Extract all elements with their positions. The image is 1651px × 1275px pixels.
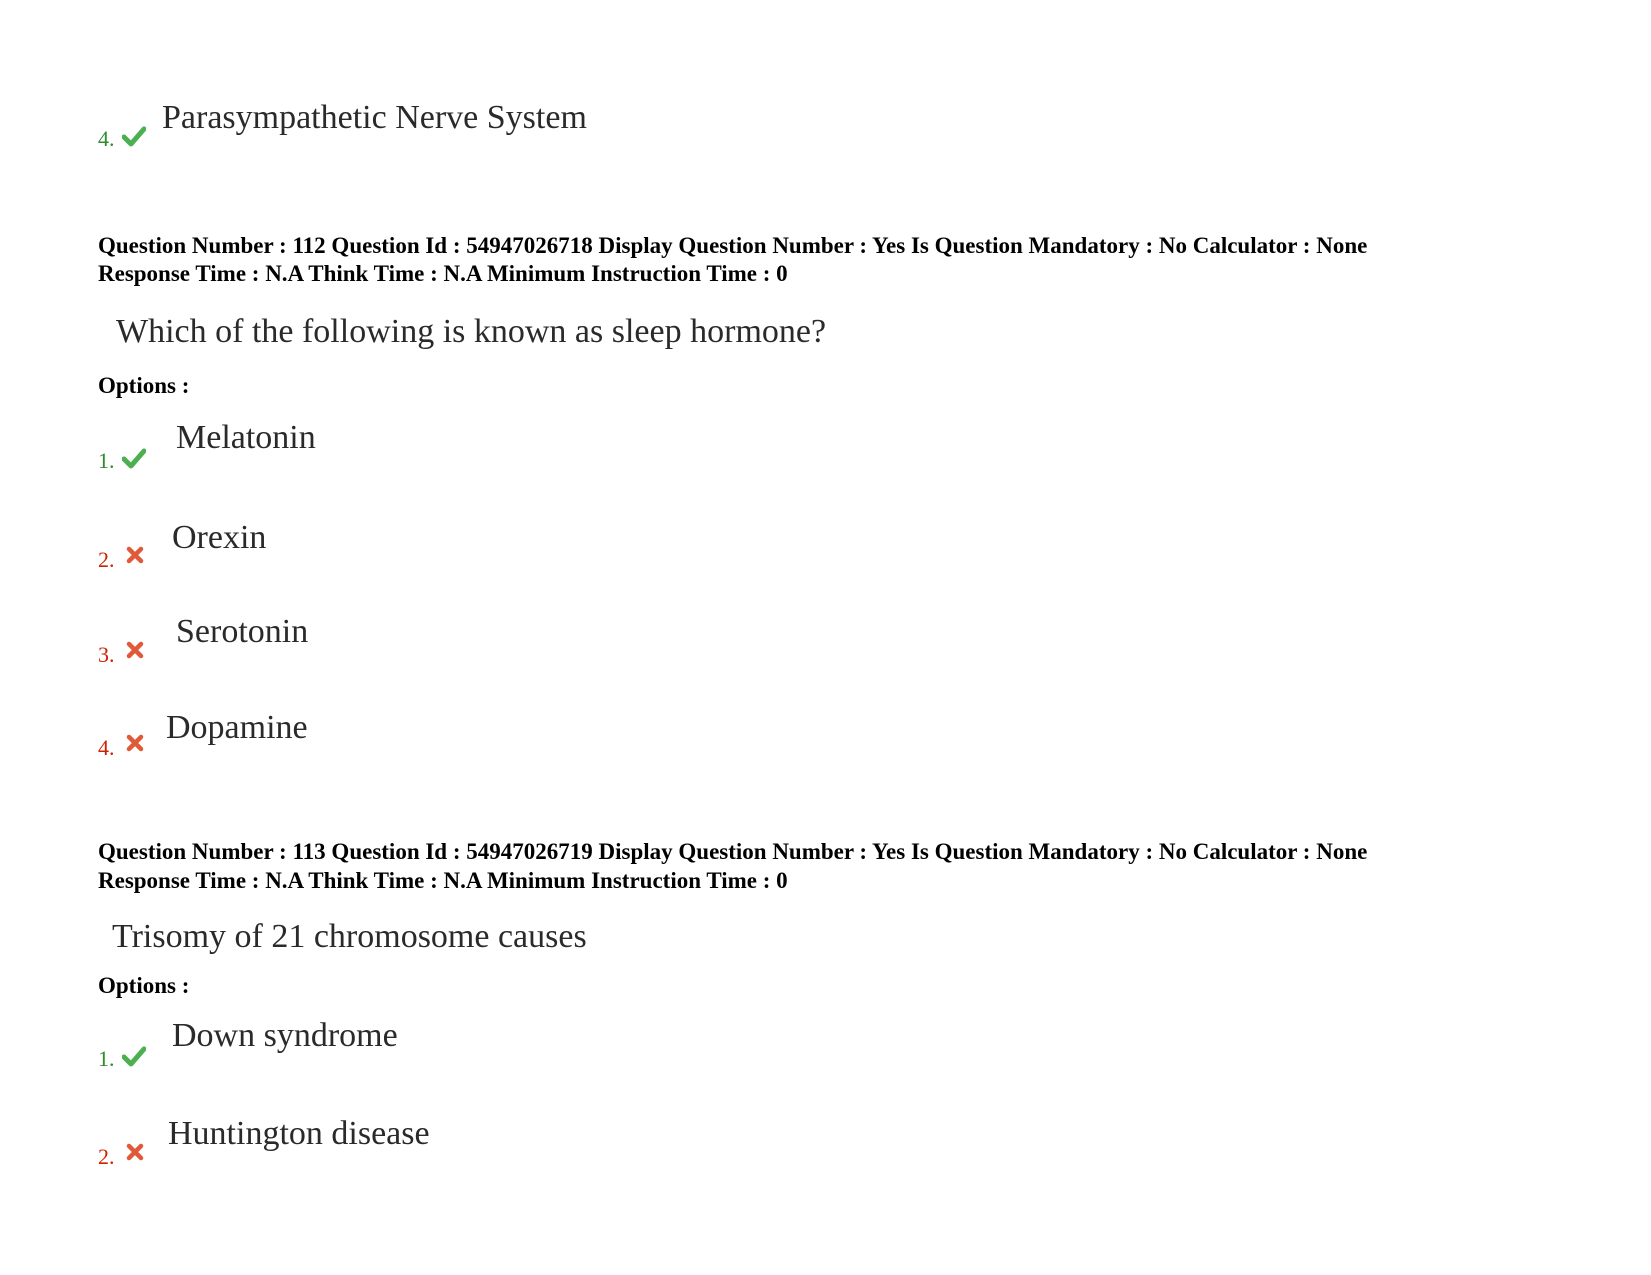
- checkmark-icon: [122, 125, 146, 147]
- option-text: Huntington disease: [168, 1115, 430, 1152]
- options-label: Options :: [98, 373, 190, 398]
- option-text: Serotonin: [176, 613, 309, 650]
- cross-icon: [126, 546, 150, 568]
- option-text: Melatonin: [176, 419, 316, 456]
- question-meta-line2: Response Time : N.A Think Time : N.A Minimum Instruction Time : 0: [98, 261, 788, 286]
- option-number: 4.: [98, 126, 115, 151]
- option-text: Parasympathetic Nerve System: [162, 99, 587, 136]
- option-number: 2.: [98, 547, 115, 572]
- question-meta-line2: Response Time : N.A Think Time : N.A Minimum Instruction Time : 0: [98, 868, 788, 893]
- option-number: 1.: [98, 1046, 115, 1071]
- option-text: Dopamine: [166, 709, 308, 746]
- option-number: 3.: [98, 642, 115, 667]
- checkmark-icon: [122, 1045, 146, 1067]
- option-text: Orexin: [172, 519, 267, 556]
- question-text: Trisomy of 21 chromosome causes: [112, 918, 587, 955]
- option-number: 2.: [98, 1144, 115, 1169]
- question-text: Which of the following is known as sleep hormone?: [116, 313, 827, 350]
- checkmark-icon: [122, 447, 146, 469]
- question-meta-line1: Question Number : 113 Question Id : 54947026719 Display Question Number : Yes Is Question Mandatory : No Calculator : None: [98, 839, 1368, 864]
- option-text: Down syndrome: [172, 1017, 398, 1054]
- option-number: 1.: [98, 448, 115, 473]
- option-number: 4.: [98, 735, 115, 760]
- cross-icon: [126, 734, 150, 756]
- cross-icon: [126, 1143, 150, 1165]
- question-meta-line1: Question Number : 112 Question Id : 54947026718 Display Question Number : Yes Is Question Mandatory : No Calculator : None: [98, 233, 1368, 258]
- cross-icon: [126, 641, 150, 663]
- options-label: Options :: [98, 973, 190, 998]
